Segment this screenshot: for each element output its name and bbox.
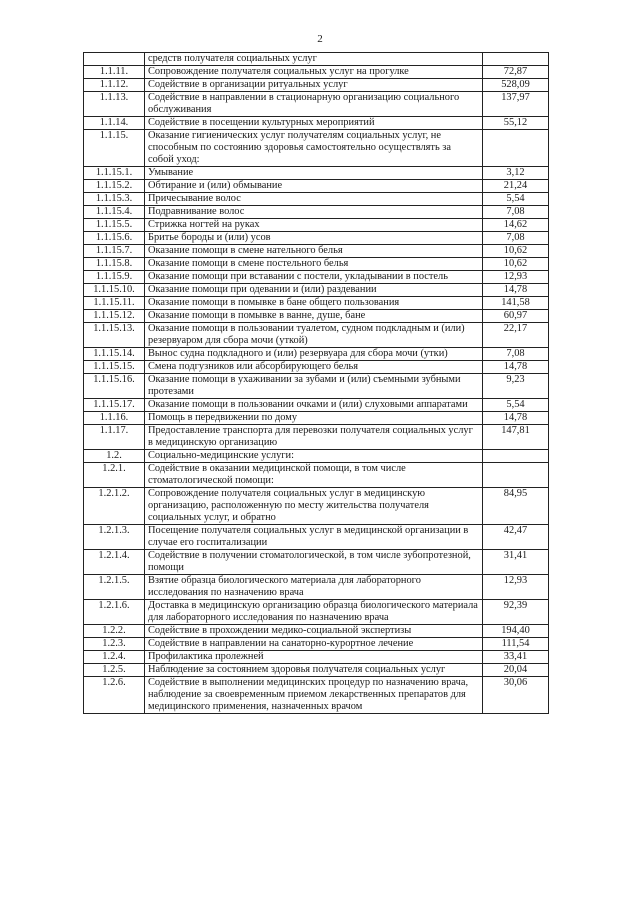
row-number: 1.1.11.: [84, 66, 145, 79]
service-name: Сопровождение получателя социальных услуг на прогулке: [145, 66, 483, 79]
service-price: 10,62: [483, 245, 549, 258]
service-price: [483, 53, 549, 66]
table-row: [84, 284, 549, 297]
row-number: 1.1.15.8.: [84, 258, 145, 271]
service-price: 194,40: [483, 625, 549, 638]
service-price: 111,54: [483, 638, 549, 651]
service-name: Оказание помощи в смене постельного белья: [145, 258, 483, 271]
row-number: 1.1.15.13.: [84, 323, 145, 348]
service-price: 3,12: [483, 167, 549, 180]
service-name: Оказание помощи в помывке в ванне, душе, бане: [145, 310, 483, 323]
service-name: Помощь в передвижении по дому: [145, 412, 483, 425]
table-row: [84, 167, 549, 180]
service-name: Содействие в прохождении медико-социальной экспертизы: [145, 625, 483, 638]
service-price: 9,23: [483, 374, 549, 399]
service-price: 60,97: [483, 310, 549, 323]
table-row: [84, 117, 549, 130]
service-name: Содействие в получении стоматологической, в том числе зубопротезной, помощи: [145, 550, 483, 575]
service-name: Оказание помощи в пользовании туалетом, судном подкладным и (или) резервуаром для сбора мочи (уткой): [145, 323, 483, 348]
table-row: [84, 488, 549, 525]
service-price: 42,47: [483, 525, 549, 550]
row-number: 1.2.: [84, 450, 145, 463]
service-name: Оказание гигиенических услуг получателям социальных услуг, не способным по состоянию здоровья самостоятельно осуществлять за собой уход:: [145, 130, 483, 167]
service-name: Оказание помощи при одевании и (или) раздевании: [145, 284, 483, 297]
service-name: Доставка в медицинскую организацию образца биологического материала для лабораторного исследования по назначению врача: [145, 600, 483, 625]
row-number: [84, 53, 145, 66]
service-price: 5,54: [483, 399, 549, 412]
row-number: 1.1.15.7.: [84, 245, 145, 258]
service-price: 147,81: [483, 425, 549, 450]
service-name: Умывание: [145, 167, 483, 180]
service-name: Обтирание и (или) обмывание: [145, 180, 483, 193]
row-number: 1.1.16.: [84, 412, 145, 425]
service-name: Взятие образца биологического материала для лабораторного исследования по назначению врача: [145, 575, 483, 600]
table-row: [84, 450, 549, 463]
service-price: 141,58: [483, 297, 549, 310]
table-row: [84, 361, 549, 374]
table-row: [84, 180, 549, 193]
table-row: [84, 271, 549, 284]
service-price: [483, 463, 549, 488]
service-price: 7,08: [483, 348, 549, 361]
row-number: 1.1.15.2.: [84, 180, 145, 193]
table-row: [84, 245, 549, 258]
row-number: 1.2.1.: [84, 463, 145, 488]
row-number: 1.1.17.: [84, 425, 145, 450]
table-row: [84, 348, 549, 361]
row-number: 1.2.1.2.: [84, 488, 145, 525]
service-price: 20,04: [483, 664, 549, 677]
service-name: средств получателя социальных услуг: [145, 53, 483, 66]
row-number: 1.1.15.17.: [84, 399, 145, 412]
table-row: [84, 258, 549, 271]
table-row: [84, 219, 549, 232]
row-number: 1.2.1.5.: [84, 575, 145, 600]
service-name: Оказание помощи в пользовании очками и (или) слуховыми аппаратами: [145, 399, 483, 412]
service-price: 31,41: [483, 550, 549, 575]
row-number: 1.1.15.4.: [84, 206, 145, 219]
table-row: [84, 651, 549, 664]
service-name: Бритье бороды и (или) усов: [145, 232, 483, 245]
row-number: 1.1.15.11.: [84, 297, 145, 310]
table-row: [84, 412, 549, 425]
service-price: 72,87: [483, 66, 549, 79]
row-number: 1.1.15.1.: [84, 167, 145, 180]
table-row: [84, 677, 549, 714]
row-number: 1.2.2.: [84, 625, 145, 638]
service-price: 92,39: [483, 600, 549, 625]
service-name: Причесывание волос: [145, 193, 483, 206]
service-name: Оказание помощи в помывке в бане общего пользования: [145, 297, 483, 310]
service-price: 84,95: [483, 488, 549, 525]
row-number: 1.2.1.3.: [84, 525, 145, 550]
service-name: Смена подгузников или абсорбирующего белья: [145, 361, 483, 374]
row-number: 1.1.14.: [84, 117, 145, 130]
row-number: 1.1.15.10.: [84, 284, 145, 297]
row-number: 1.1.15.6.: [84, 232, 145, 245]
table-row: [84, 206, 549, 219]
table-row: [84, 625, 549, 638]
table-row: [84, 310, 549, 323]
service-price: 7,08: [483, 232, 549, 245]
row-number: 1.1.15.14.: [84, 348, 145, 361]
service-price: 14,78: [483, 412, 549, 425]
service-price: 33,41: [483, 651, 549, 664]
service-name: Профилактика пролежней: [145, 651, 483, 664]
row-number: 1.1.15.15.: [84, 361, 145, 374]
service-name: Сопровождение получателя социальных услуг в медицинскую организацию, расположенную по месту жительства получателя социальных услуг, и обратно: [145, 488, 483, 525]
table-row: [84, 425, 549, 450]
table-row: [84, 374, 549, 399]
service-price: [483, 450, 549, 463]
table-row: [84, 463, 549, 488]
service-price: 55,12: [483, 117, 549, 130]
table-row: [84, 232, 549, 245]
table-row: [84, 638, 549, 651]
service-name: Содействие в направлении в стационарную организацию социального обслуживания: [145, 92, 483, 117]
table-row: [84, 664, 549, 677]
row-number: 1.1.15.: [84, 130, 145, 167]
service-price: 14,78: [483, 361, 549, 374]
service-name: Вынос судна подкладного и (или) резервуара для сбора мочи (утки): [145, 348, 483, 361]
service-price: 14,62: [483, 219, 549, 232]
table-row: [84, 92, 549, 117]
service-name: Содействие в выполнении медицинских процедур по назначению врача, наблюдение за своевременным приемом лекарственных препаратов для медицинского применения, назначенных врачом: [145, 677, 483, 714]
table-row: [84, 525, 549, 550]
service-price: [483, 130, 549, 167]
service-name: Предоставление транспорта для перевозки получателя социальных услуг в медицинскую организацию: [145, 425, 483, 450]
table-row: [84, 53, 549, 66]
row-number: 1.2.1.6.: [84, 600, 145, 625]
row-number: 1.1.15.9.: [84, 271, 145, 284]
table-row: [84, 79, 549, 92]
row-number: 1.1.15.16.: [84, 374, 145, 399]
row-number: 1.2.6.: [84, 677, 145, 714]
service-name: Наблюдение за состоянием здоровья получателя социальных услуг: [145, 664, 483, 677]
service-name: Подравнивание волос: [145, 206, 483, 219]
row-number: 1.2.4.: [84, 651, 145, 664]
service-name: Содействие в оказании медицинской помощи, в том числе стоматологической помощи:: [145, 463, 483, 488]
service-price: 528,09: [483, 79, 549, 92]
service-name: Оказание помощи в ухаживании за зубами и (или) съемными зубными протезами: [145, 374, 483, 399]
services-price-table: [83, 52, 549, 714]
table-row: [84, 66, 549, 79]
service-name: Оказание помощи в смене нательного белья: [145, 245, 483, 258]
table-row: [84, 323, 549, 348]
table-row: [84, 297, 549, 310]
row-number: 1.1.15.3.: [84, 193, 145, 206]
row-number: 1.1.15.12.: [84, 310, 145, 323]
table-row: [84, 575, 549, 600]
table-row: [84, 600, 549, 625]
row-number: 1.1.12.: [84, 79, 145, 92]
service-price: 12,93: [483, 575, 549, 600]
service-price: 12,93: [483, 271, 549, 284]
service-price: 137,97: [483, 92, 549, 117]
service-price: 14,78: [483, 284, 549, 297]
table-row: [84, 130, 549, 167]
row-number: 1.2.5.: [84, 664, 145, 677]
row-number: 1.2.1.4.: [84, 550, 145, 575]
service-price: 21,24: [483, 180, 549, 193]
service-name: Содействие в организации ритуальных услуг: [145, 79, 483, 92]
service-name: Оказание помощи при вставании с постели, укладывании в постель: [145, 271, 483, 284]
service-price: 7,08: [483, 206, 549, 219]
row-number: 1.1.15.5.: [84, 219, 145, 232]
service-price: 30,06: [483, 677, 549, 714]
service-name: Социально-медицинские услуги:: [145, 450, 483, 463]
service-name: Посещение получателя социальных услуг в медицинской организации в случае его госпитализации: [145, 525, 483, 550]
row-number: 1.1.13.: [84, 92, 145, 117]
service-name: Содействие в направлении на санаторно-курортное лечение: [145, 638, 483, 651]
service-name: Содействие в посещении культурных мероприятий: [145, 117, 483, 130]
service-price: 5,54: [483, 193, 549, 206]
service-price: 10,62: [483, 258, 549, 271]
row-number: 1.2.3.: [84, 638, 145, 651]
service-name: Стрижка ногтей на руках: [145, 219, 483, 232]
table-row: [84, 399, 549, 412]
table-row: [84, 550, 549, 575]
service-price: 22,17: [483, 323, 549, 348]
page-number: 2: [317, 33, 323, 45]
table-row: [84, 193, 549, 206]
